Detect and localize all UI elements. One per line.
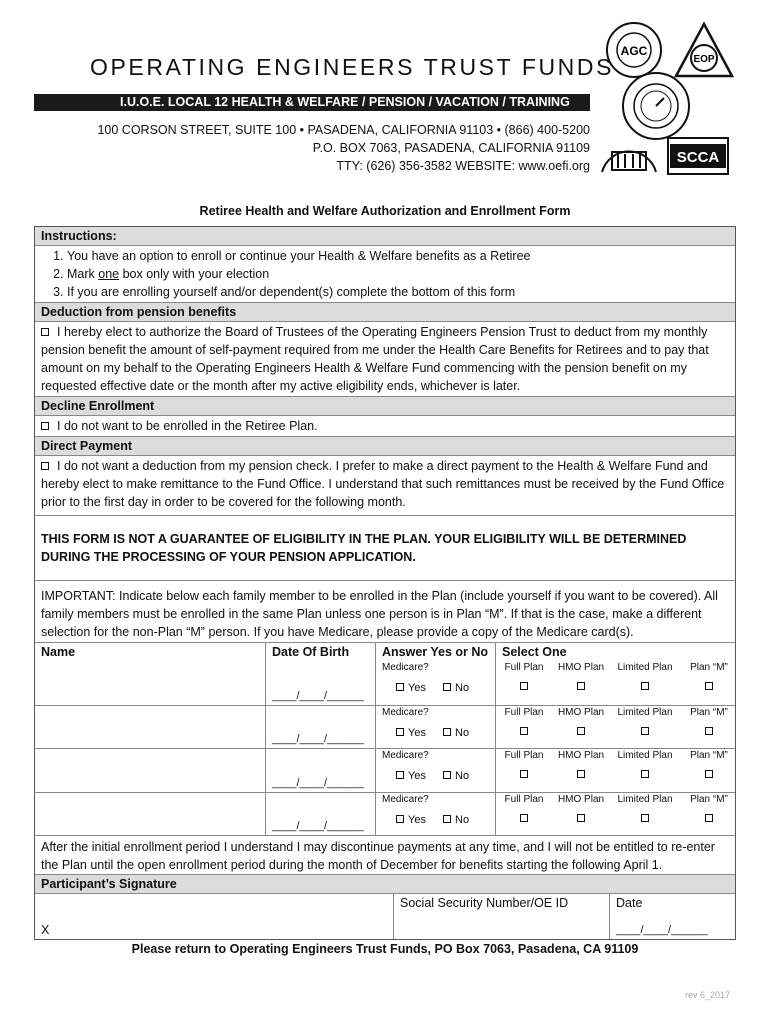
direct-text: I do not want a deduction from my pension check. I prefer to make a direct payment to the Health & Welfare Fund and hereby elect to make remittance to the Fund Office. I understand that such remittances must be received by the Fund Office prior to the first day in order to be covered for the following month. bbox=[41, 459, 725, 509]
plan-m-checkbox[interactable] bbox=[705, 770, 713, 778]
decline-heading: Decline Enrollment bbox=[35, 396, 735, 415]
plan-label: Full Plan bbox=[504, 706, 544, 718]
decline-text: I do not want to be enrolled in the Retiree Plan. bbox=[57, 419, 318, 433]
plan-label: HMO Plan bbox=[557, 706, 605, 718]
yes-label: Yes bbox=[408, 770, 426, 782]
member-name-field[interactable] bbox=[35, 706, 265, 749]
hmo-plan-checkbox[interactable] bbox=[577, 727, 585, 735]
address-line-2: P.O. BOX 7063, PASADENA, CALIFORNIA 91109 bbox=[312, 141, 590, 155]
plan-m-checkbox[interactable] bbox=[705, 727, 713, 735]
instructions-list bbox=[35, 245, 735, 302]
no-label: No bbox=[455, 770, 470, 782]
plan-label: Plan “M” bbox=[690, 793, 728, 805]
plan-label: HMO Plan bbox=[557, 750, 605, 761]
date-blank: ____/____/______ bbox=[616, 924, 708, 936]
plan-label: Limited Plan bbox=[617, 793, 673, 805]
after-text: After the initial enrollment period I understand I may discontinue payments at any time, and I will not be entitled to re-enter the Plan until the open enrollment period during the month of December for benefits starting the following April 1. bbox=[35, 835, 735, 874]
deduction-heading: Deduction from pension benefits bbox=[35, 302, 735, 321]
building-industry-logo bbox=[596, 128, 662, 180]
member-rows bbox=[35, 661, 735, 835]
instruction-item: 2. Mark one box only with your election bbox=[67, 265, 729, 283]
member-name-field[interactable] bbox=[35, 793, 265, 836]
agc-logo-text: AGC bbox=[620, 44, 648, 58]
deduction-option bbox=[35, 321, 735, 396]
medicare-yes-checkbox[interactable] bbox=[396, 771, 404, 779]
limited-plan-checkbox[interactable] bbox=[641, 682, 649, 690]
full-plan-checkbox[interactable] bbox=[520, 770, 528, 778]
medicare-cell bbox=[375, 706, 495, 749]
no-label: No bbox=[455, 682, 470, 694]
plan-select-cell bbox=[495, 749, 737, 792]
plan-label: Limited Plan bbox=[617, 662, 673, 673]
plan-label: Plan “M” bbox=[690, 750, 728, 761]
yes-label: Yes bbox=[408, 813, 426, 826]
signature-cell[interactable] bbox=[35, 894, 393, 939]
banner: I.U.O.E. LOCAL 12 HEALTH & WELFARE / PENSION / VACATION / TRAINING bbox=[34, 94, 590, 111]
signature-heading: Participant’s Signature bbox=[35, 874, 735, 893]
no-label: No bbox=[455, 726, 470, 739]
direct-heading: Direct Payment bbox=[35, 436, 735, 455]
eop-logo-text: EOP bbox=[693, 54, 715, 65]
member-row bbox=[35, 792, 735, 836]
signature-x: X bbox=[41, 923, 50, 937]
medicare-cell bbox=[375, 793, 495, 836]
member-row bbox=[35, 748, 735, 792]
plan-label: Plan “M” bbox=[690, 662, 728, 673]
limited-plan-checkbox[interactable] bbox=[641, 727, 649, 735]
plan-label: Full Plan bbox=[504, 750, 544, 761]
form-table bbox=[34, 226, 736, 940]
plan-labels bbox=[496, 661, 737, 675]
org-name: OPERATING ENGINEERS TRUST FUNDS bbox=[90, 54, 615, 80]
full-plan-checkbox[interactable] bbox=[520, 682, 528, 690]
col-select: Select One bbox=[495, 643, 737, 661]
revision: rev 6_2017 bbox=[684, 990, 730, 1000]
deduction-checkbox[interactable] bbox=[41, 328, 49, 336]
medicare-label: Medicare? bbox=[382, 793, 429, 805]
medicare-no-checkbox[interactable] bbox=[443, 728, 451, 736]
plan-label: Full Plan bbox=[504, 793, 544, 805]
plan-label: Limited Plan bbox=[617, 750, 673, 761]
medicare-no-checkbox[interactable] bbox=[443, 683, 451, 691]
member-dob-field[interactable] bbox=[265, 793, 375, 836]
dob-blank: ____/____/______ bbox=[272, 733, 364, 745]
eligibility-notice: THIS FORM IS NOT A GUARANTEE OF ELIGIBILITY IN THE PLAN. YOUR ELIGIBILITY WILL BE DETERMINED DURING THE PROCESSING OF YOUR PENSION APPLICATION. bbox=[35, 515, 735, 580]
member-table-header bbox=[35, 642, 735, 661]
col-name: Name bbox=[41, 645, 76, 659]
deduction-text: I hereby elect to authorize the Board of Trustees of the Operating Engineers Pension Trust to deduct from my monthly pension benefit the amount of self-payment required from me under the Health Care Benefits for Retirees and to pay that amount on my behalf to the Operating Engineers Health & Welfare Fund commencing with the pension benefit on my requested effective date or the month after my active eligibility ends, whichever is later. bbox=[41, 325, 709, 393]
member-name-field[interactable] bbox=[35, 749, 265, 792]
member-row bbox=[35, 705, 735, 749]
plan-label: HMO Plan bbox=[557, 662, 605, 673]
yes-label: Yes bbox=[408, 726, 426, 739]
plan-m-checkbox[interactable] bbox=[705, 814, 713, 822]
plan-select-cell bbox=[495, 661, 737, 705]
plan-labels bbox=[496, 793, 737, 807]
plan-checkboxes bbox=[496, 769, 737, 783]
date-label: Date bbox=[616, 896, 643, 910]
hmo-plan-checkbox[interactable] bbox=[577, 814, 585, 822]
scca-logo bbox=[666, 134, 730, 178]
scca-logo-text: SCCA bbox=[676, 149, 720, 166]
limited-plan-checkbox[interactable] bbox=[641, 814, 649, 822]
hmo-plan-checkbox[interactable] bbox=[577, 770, 585, 778]
plan-labels bbox=[496, 749, 737, 763]
return-note: Please return to Operating Engineers Trust Funds, PO Box 7063, Pasadena, CA 91109 bbox=[131, 942, 639, 956]
member-row bbox=[35, 661, 735, 705]
medicare-no-checkbox[interactable] bbox=[443, 815, 451, 823]
medicare-label: Medicare? bbox=[382, 662, 429, 673]
yes-label: Yes bbox=[408, 682, 426, 694]
plan-label: Full Plan bbox=[504, 662, 544, 673]
dob-blank: ____/____/______ bbox=[272, 820, 364, 832]
ssn-cell[interactable] bbox=[393, 894, 609, 939]
instruction-item: 1. You have an option to enroll or continue your Health & Welfare benefits as a Retiree bbox=[67, 247, 729, 265]
full-plan-checkbox[interactable] bbox=[520, 727, 528, 735]
col-answer: Answer Yes or No bbox=[375, 643, 495, 661]
plan-label: Limited Plan bbox=[617, 706, 673, 718]
date-cell[interactable] bbox=[609, 894, 737, 939]
hmo-plan-checkbox[interactable] bbox=[577, 682, 585, 690]
member-name-field[interactable] bbox=[35, 661, 265, 705]
plan-select-cell bbox=[495, 793, 737, 836]
medicare-cell bbox=[375, 661, 495, 705]
form-title: Retiree Health and Welfare Authorization and Enrollment Form bbox=[199, 204, 571, 218]
plan-label: Plan “M” bbox=[690, 706, 728, 718]
ssn-label: Social Security Number/OE ID bbox=[400, 896, 569, 910]
medicare-yes-checkbox[interactable] bbox=[396, 683, 404, 691]
plan-checkboxes bbox=[496, 681, 737, 695]
limited-plan-checkbox[interactable] bbox=[641, 770, 649, 778]
signature-row bbox=[35, 893, 735, 939]
decline-option bbox=[35, 415, 735, 436]
dob-blank: ____/____/______ bbox=[272, 776, 364, 789]
instructions-heading: Instructions: bbox=[35, 227, 735, 245]
no-label: No bbox=[455, 813, 470, 826]
medicare-yes-checkbox[interactable] bbox=[396, 815, 404, 823]
direct-option bbox=[35, 455, 735, 515]
plan-select-cell bbox=[495, 706, 737, 749]
instruction-item: 3. If you are enrolling yourself and/or dependent(s) complete the bottom of this form bbox=[67, 283, 729, 301]
member-dob-field[interactable] bbox=[265, 706, 375, 749]
direct-checkbox[interactable] bbox=[41, 462, 49, 470]
member-dob-field[interactable] bbox=[265, 661, 375, 705]
col-dob: Date Of Birth bbox=[265, 643, 375, 661]
full-plan-checkbox[interactable] bbox=[520, 814, 528, 822]
plan-checkboxes bbox=[496, 813, 737, 827]
medicare-yes-checkbox[interactable] bbox=[396, 728, 404, 736]
address-line-1: 100 CORSON STREET, SUITE 100 • PASADENA, CALIFORNIA 91103 • (866) 400-5200 bbox=[97, 123, 590, 137]
plan-m-checkbox[interactable] bbox=[705, 682, 713, 690]
medicare-label: Medicare? bbox=[382, 750, 429, 761]
medicare-label: Medicare? bbox=[382, 706, 429, 718]
medicare-cell bbox=[375, 749, 495, 792]
dob-blank: ____/____/______ bbox=[272, 689, 364, 702]
medicare-no-checkbox[interactable] bbox=[443, 771, 451, 779]
important-note: IMPORTANT: Indicate below each family member to be enrolled in the Plan (include yourself if you want to be covered). All family members must be enrolled in the same Plan unless one person is in Plan “M”. If that is the case, make a different selection for the non-Plan “M” person. If you have Medicare, please provide a copy of the Medicare card(s). bbox=[35, 580, 735, 642]
plan-label: HMO Plan bbox=[557, 793, 605, 805]
plan-checkboxes bbox=[496, 726, 737, 740]
address-line-3: TTY: (626) 356-3582 WEBSITE: www.oefi.org bbox=[336, 159, 590, 173]
plan-labels bbox=[496, 706, 737, 720]
member-dob-field[interactable] bbox=[265, 749, 375, 792]
decline-checkbox[interactable] bbox=[41, 422, 49, 430]
